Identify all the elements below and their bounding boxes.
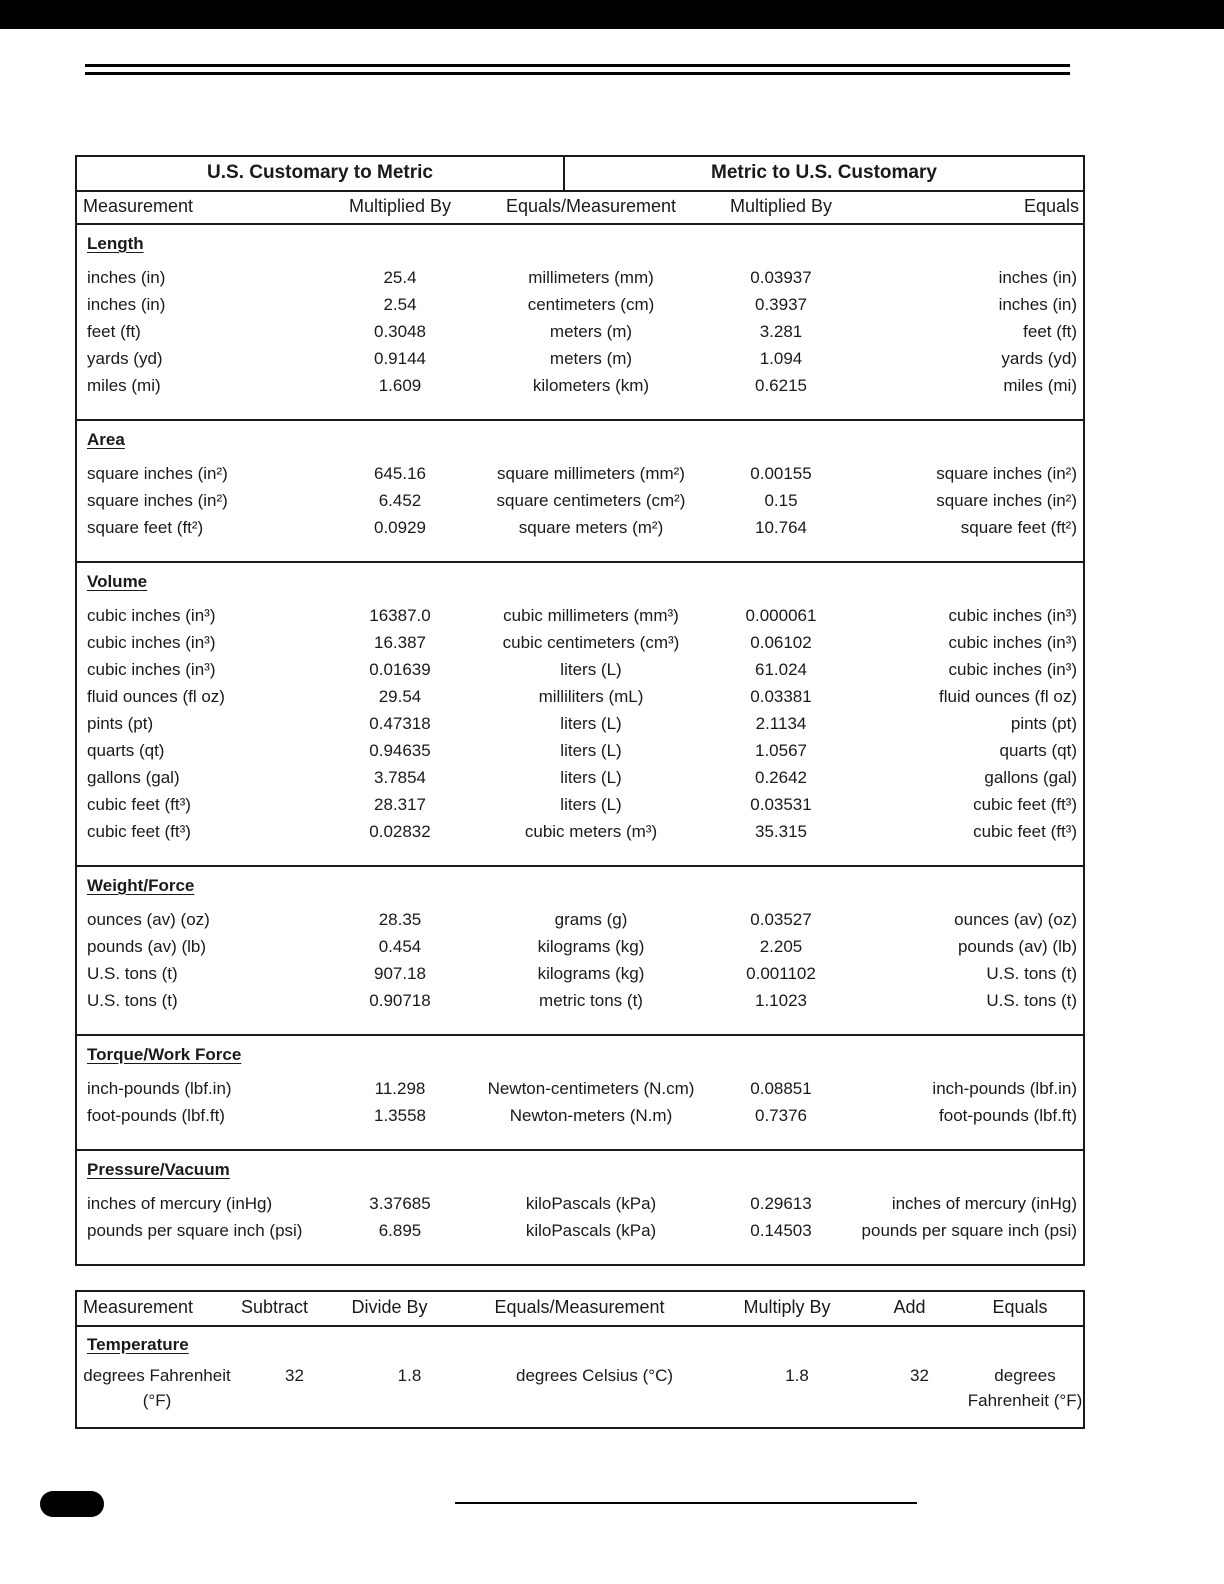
us-equals: cubic inches (in³) [948, 633, 1077, 652]
us-measurement: foot-pounds (lbf.ft) [87, 1106, 225, 1125]
temp-subtract-value: 32 [285, 1366, 304, 1385]
temperature-table [75, 1290, 1085, 1429]
metric-measurement: cubic meters (m³) [524, 822, 658, 841]
us-equals: U.S. tons (t) [986, 991, 1077, 1010]
us-measurement: square feet (ft²) [87, 518, 204, 537]
temp-column-divide-by: Divide By [351, 1297, 428, 1317]
table-row [77, 514, 1083, 541]
us-measurement: inch-pounds (lbf.in) [87, 1079, 232, 1098]
table-row [77, 710, 1083, 737]
table-row [77, 683, 1083, 710]
us-equals: inches (in) [998, 295, 1077, 314]
us-multiplier: 1.609 [378, 376, 422, 395]
us-equals: feet (ft) [1023, 322, 1077, 341]
metric-measurement: liters (L) [560, 714, 622, 733]
conversion-table-title-row [77, 157, 1083, 192]
temperature-section [77, 1327, 1083, 1427]
us-measurement: pounds per square inch (psi) [87, 1221, 303, 1240]
us-multiplier: 0.454 [378, 937, 422, 956]
us-measurement: yards (yd) [87, 349, 163, 368]
metric-measurement: millimeters (mm) [528, 268, 654, 287]
temp-column-multiply-by: Multiply By [743, 1297, 831, 1317]
header-metric-to-us: Metric to U.S. Customary [711, 162, 937, 183]
metric-multiplier: 0.6215 [755, 376, 807, 395]
us-equals: cubic inches (in³) [948, 606, 1077, 625]
us-multiplier: 0.94635 [369, 741, 431, 760]
us-measurement: feet (ft) [87, 322, 141, 341]
metric-measurement: metric tons (t) [539, 991, 643, 1010]
metric-measurement: kilometers (km) [532, 376, 650, 395]
us-equals: square inches (in²) [936, 464, 1077, 483]
metric-multiplier: 0.2642 [755, 768, 807, 787]
table-row [77, 345, 1083, 372]
header-us-to-metric: U.S. Customary to Metric [77, 157, 565, 190]
us-multiplier: 16387.0 [369, 606, 431, 625]
column-header-multiplied-by: Multiplied By [348, 196, 452, 216]
section-pressure-vacuum [77, 1149, 1083, 1264]
table-row [77, 818, 1083, 845]
metric-measurement: centimeters (cm) [527, 295, 655, 314]
us-multiplier: 29.54 [378, 687, 422, 706]
us-equals: miles (mi) [1003, 376, 1077, 395]
metric-multiplier: 0.03937 [750, 268, 812, 287]
us-multiplier: 28.317 [374, 795, 426, 814]
metric-multiplier: 2.205 [759, 937, 803, 956]
table-row [77, 737, 1083, 764]
table-row [77, 372, 1083, 399]
metric-multiplier: 0.03381 [750, 687, 812, 706]
table-row [77, 1102, 1083, 1129]
metric-measurement: milliliters (mL) [538, 687, 644, 706]
us-equals: cubic feet (ft³) [973, 822, 1077, 841]
table-row [77, 318, 1083, 345]
table-row [77, 291, 1083, 318]
us-measurement: cubic inches (in³) [87, 606, 216, 625]
double-rule [85, 64, 1070, 75]
conversion-sections [77, 225, 1083, 1264]
us-measurement: inches (in) [87, 295, 166, 314]
us-multiplier: 25.4 [383, 268, 417, 287]
metric-multiplier: 3.281 [759, 322, 803, 341]
metric-multiplier: 0.15 [764, 491, 798, 510]
us-measurement: square inches (in²) [87, 464, 228, 483]
metric-measurement: kiloPascals (kPa) [525, 1221, 657, 1240]
table-row [77, 906, 1083, 933]
temp-add-value: 32 [910, 1366, 929, 1385]
metric-multiplier: 35.315 [755, 822, 807, 841]
us-multiplier: 0.01639 [369, 660, 431, 679]
metric-multiplier: 0.03527 [750, 910, 812, 929]
us-measurement: cubic inches (in³) [87, 633, 216, 652]
us-multiplier: 2.54 [383, 295, 417, 314]
us-measurement: fluid ounces (fl oz) [87, 687, 225, 706]
section-title: Area [87, 430, 125, 449]
footer-rule [455, 1502, 917, 1504]
temp-divide-by-value: 1.8 [397, 1366, 422, 1385]
metric-multiplier: 1.0567 [755, 741, 807, 760]
metric-multiplier: 0.000061 [745, 606, 817, 625]
us-equals: fluid ounces (fl oz) [939, 687, 1077, 706]
us-equals: U.S. tons (t) [986, 964, 1077, 983]
us-equals: ounces (av) (oz) [954, 910, 1077, 929]
us-equals: gallons (gal) [984, 768, 1077, 787]
metric-measurement: liters (L) [560, 741, 622, 760]
us-multiplier: 3.37685 [369, 1194, 431, 1213]
us-multiplier: 11.298 [374, 1079, 426, 1098]
section-title: Length [87, 234, 144, 253]
us-multiplier: 16.387 [374, 633, 426, 652]
us-multiplier: 0.90718 [369, 991, 431, 1010]
metric-measurement: Newton-meters (N.m) [509, 1106, 673, 1125]
metric-measurement: square centimeters (cm²) [496, 491, 686, 510]
section-area [77, 419, 1083, 561]
us-measurement: inches of mercury (inHg) [87, 1194, 273, 1213]
metric-measurement: kilograms (kg) [537, 964, 645, 983]
metric-multiplier: 0.00155 [750, 464, 812, 483]
us-equals: square inches (in²) [936, 491, 1077, 510]
table-row [77, 629, 1083, 656]
metric-measurement: liters (L) [560, 768, 622, 787]
metric-measurement: square millimeters (mm²) [497, 464, 685, 483]
top-black-bar [0, 0, 1224, 29]
us-measurement: cubic feet (ft³) [87, 822, 191, 841]
temp-multiply-by-value: 1.8 [785, 1366, 809, 1385]
metric-multiplier: 1.1023 [755, 991, 807, 1010]
column-header-equals-measurement: Equals/Measurement [505, 196, 677, 216]
us-equals: yards (yd) [1001, 349, 1077, 368]
column-header-equals: Equals [1023, 196, 1079, 216]
metric-measurement: liters (L) [560, 795, 622, 814]
us-multiplier: 907.18 [374, 964, 426, 983]
table-row [77, 933, 1083, 960]
temp-equals-measurement: degrees Celsius (°C) [515, 1366, 674, 1385]
us-multiplier: 6.895 [378, 1221, 422, 1240]
section-length [77, 225, 1083, 419]
section-title: Torque/Work Force [87, 1045, 242, 1064]
us-multiplier: 6.452 [378, 491, 422, 510]
metric-multiplier: 0.3937 [755, 295, 807, 314]
us-equals: inches of mercury (inHg) [891, 1194, 1077, 1213]
temperature-column-headers [77, 1292, 1083, 1327]
section-title-temperature: Temperature [87, 1335, 189, 1354]
metric-measurement: cubic centimeters (cm³) [502, 633, 680, 652]
us-multiplier: 0.0929 [374, 518, 426, 537]
section-title: Volume [87, 572, 148, 591]
metric-multiplier: 61.024 [755, 660, 807, 679]
metric-measurement: Newton-centimeters (N.cm) [487, 1079, 695, 1098]
page-number-block [40, 1491, 104, 1517]
metric-measurement: kilograms (kg) [537, 937, 645, 956]
us-multiplier: 0.3048 [374, 322, 426, 341]
temp-column-measurement: Measurement [83, 1297, 194, 1317]
section-volume [77, 561, 1083, 865]
us-measurement: miles (mi) [87, 376, 161, 395]
metric-multiplier: 0.06102 [750, 633, 812, 652]
us-equals: foot-pounds (lbf.ft) [939, 1106, 1077, 1125]
us-equals: pints (pt) [1010, 714, 1077, 733]
us-equals: pounds per square inch (psi) [861, 1221, 1077, 1240]
us-multiplier: 1.3558 [374, 1106, 426, 1125]
us-multiplier: 28.35 [378, 910, 422, 929]
metric-measurement: meters (m) [549, 349, 633, 368]
us-measurement: U.S. tons (t) [87, 991, 178, 1010]
section-torque-work-force [77, 1034, 1083, 1149]
conversion-table [75, 155, 1085, 1266]
us-measurement: cubic feet (ft³) [87, 795, 191, 814]
table-row [77, 1190, 1083, 1217]
us-measurement: inches (in) [87, 268, 166, 287]
metric-measurement: cubic millimeters (mm³) [503, 606, 679, 625]
conversion-table-column-headers [77, 192, 1083, 225]
us-multiplier: 3.7854 [374, 768, 426, 787]
us-multiplier: 0.47318 [369, 714, 431, 733]
us-measurement: square inches (in²) [87, 491, 228, 510]
us-measurement: ounces (av) (oz) [87, 910, 210, 929]
metric-multiplier: 10.764 [755, 518, 807, 537]
table-row [77, 791, 1083, 818]
table-row [77, 460, 1083, 487]
table-row [77, 487, 1083, 514]
metric-multiplier: 0.14503 [750, 1221, 812, 1240]
metric-multiplier: 0.001102 [746, 964, 816, 983]
temp-column-subtract: Subtract [240, 1297, 309, 1317]
us-measurement: pounds (av) (lb) [87, 937, 207, 956]
table-row [77, 264, 1083, 291]
metric-measurement: meters (m) [549, 322, 633, 341]
metric-measurement: grams (g) [554, 910, 628, 929]
section-title: Pressure/Vacuum [87, 1160, 230, 1179]
table-row [77, 656, 1083, 683]
temp-column-equals: Equals [992, 1297, 1048, 1317]
us-equals: square feet (ft²) [960, 518, 1077, 537]
table-row [77, 764, 1083, 791]
us-equals: quarts (qt) [999, 741, 1077, 760]
us-measurement: gallons (gal) [87, 768, 180, 787]
metric-multiplier: 2.1134 [755, 714, 807, 733]
us-multiplier: 0.02832 [369, 822, 431, 841]
us-measurement: quarts (qt) [87, 741, 165, 760]
section-title: Weight/Force [87, 876, 195, 895]
temp-equals: degrees Fahrenheit (°F) [967, 1366, 1083, 1410]
temp-measurement: degrees Fahrenheit (°F) [83, 1366, 231, 1410]
us-measurement: U.S. tons (t) [87, 964, 178, 983]
us-multiplier: 0.9144 [374, 349, 426, 368]
section-weight-force [77, 865, 1083, 1034]
temp-column-equals-measurement: Equals/Measurement [494, 1297, 665, 1317]
table-row [77, 987, 1083, 1014]
metric-multiplier: 0.29613 [750, 1194, 812, 1213]
temperature-row [77, 1363, 1083, 1413]
us-multiplier: 645.16 [374, 464, 426, 483]
table-row [77, 602, 1083, 629]
table-row [77, 960, 1083, 987]
metric-measurement: liters (L) [560, 660, 622, 679]
us-equals: pounds (av) (lb) [957, 937, 1077, 956]
us-equals: inches (in) [998, 268, 1077, 287]
metric-measurement: kiloPascals (kPa) [525, 1194, 657, 1213]
metric-multiplier: 0.7376 [755, 1106, 807, 1125]
us-equals: cubic inches (in³) [948, 660, 1077, 679]
column-header-measurement: Measurement [83, 196, 194, 216]
metric-measurement: square meters (m²) [518, 518, 664, 537]
column-header-multiplied-by-2: Multiplied By [729, 196, 833, 216]
us-measurement: pints (pt) [87, 714, 154, 733]
us-measurement: cubic inches (in³) [87, 660, 216, 679]
metric-multiplier: 1.094 [759, 349, 803, 368]
us-equals: cubic feet (ft³) [973, 795, 1077, 814]
metric-multiplier: 0.03531 [750, 795, 812, 814]
temp-column-add: Add [893, 1297, 926, 1317]
table-row [77, 1217, 1083, 1244]
us-equals: inch-pounds (lbf.in) [932, 1079, 1077, 1098]
table-row [77, 1075, 1083, 1102]
metric-multiplier: 0.08851 [750, 1079, 812, 1098]
